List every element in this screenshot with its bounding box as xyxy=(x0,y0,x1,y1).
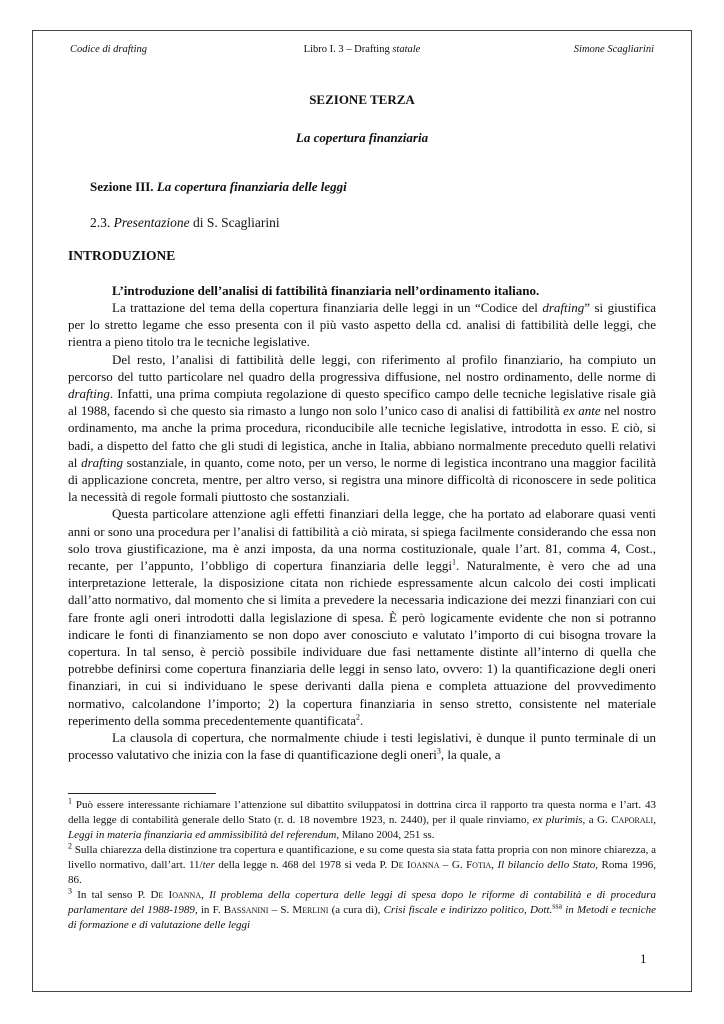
footnote-ref-3[interactable]: 3 xyxy=(436,746,441,756)
section-subtitle: La copertura finanziaria xyxy=(295,130,429,145)
lead-heading: L’introduzione dell’analisi di fattibilità finanziaria nell’ordinamento italiano. xyxy=(112,283,540,298)
paragraph-1: La trattazione del tema della copertura finanziaria delle leggi in un “Codice del drafting” si giustifica per lo stretto legame che esso presenta con il più vasto aspetto della cd. analisi di fattibilità delle leggi, che rientra a pieno titolo tra le tecniche legislative. xyxy=(68,300,656,350)
introduzione-heading: INTRODUZIONE xyxy=(68,248,176,263)
footnote-ref-2[interactable]: 2 xyxy=(356,712,361,722)
footnote-separator xyxy=(68,793,216,794)
presentazione-heading: 2.3. Presentazione di S. Scagliarini xyxy=(90,215,280,230)
header-right: Simone Scagliarini xyxy=(573,44,654,55)
footnote-ref-1[interactable]: 1 xyxy=(451,557,456,567)
page-content xyxy=(68,92,656,763)
footnote-3: $^3$ In tal senso P. De Ioanna, Il problema della copertura delle leggi di spesa dopo le riforme di contabilità e di procedura parlamentare del 1988-1989, in F. Bassanini – S. Merlini (a cura di), Crisi fiscale e indirizzo politico, Dott.$^{ssa}$ in Metodi e tecniche di formazione e di valutazione delle leggi xyxy=(68,886,657,931)
header-left: Codice di drafting xyxy=(70,44,147,55)
paragraph-4: La clausola di copertura, che normalmente chiude i testi legislativi, è dunque il punto terminale di un processo valutativo che inizia con la fase di quantificazione degli oneri$^3$, la quale, a xyxy=(68,730,656,763)
section-title: SEZIONE TERZA xyxy=(309,92,415,107)
header-center: Libro I. 3 – Drafting statale xyxy=(303,44,421,55)
footnote-1: $^1$ Può essere interessante richiamare l’attenzione sul dibattito sviluppatosi in dottrina circa il rapporto tra questa norma e l’art. 43 della legge di contabilità generale dello Stato (r. d. 18 novembre 1923, n. 2440), per il quale rinviamo, ex plurimis, a G. Caporali, Leggi in materia finanziaria ed ammissibilità del referendum, Milano 2004, 251 ss. xyxy=(68,796,656,841)
sezione-heading: Sezione III. La copertura finanziaria delle leggi xyxy=(90,179,347,194)
footnote-2: $^2$ Sulla chiarezza della distinzione tra copertura e quantificazione, e su come questa sia stata fatta propria con non minore chiarezza, a livello normativo, dall’art. 11/ter della legge n. 468 del 1978 si veda P. De Ioanna – G. Fotia, Il bilancio dello Stato, Roma 1996, 86. xyxy=(68,841,656,886)
body-text xyxy=(68,299,656,763)
footnotes xyxy=(68,798,656,933)
page-number: 1 xyxy=(640,951,647,966)
paragraph-2: Del resto, l’analisi di fattibilità delle leggi, con riferimento al profilo finanziario, ha compiuto un percorso del tutto particolare nel quadro della progressiva diffusione, nel nostro ordinamento, delle norme di drafting. Infatti, una prima compiuta regolazione di questo specifico campo delle tecniche legislative risale già al 1988, facendo sì che questo sia rimasto a lungo non solo l’unico caso di analisi di fattibilità ex ante nel nostro ordinamento, ma anche la prima procedura, riconducibile alle tecniche legislative, introdotta in esso. E ciò, si badi, a dispetto del fatto che gli studi di legistica, anche in Italia, abbiano normalmente preceduto quelli relativi al drafting sostanziale, in quanto, come noto, per un verso, le norme di legistica incontrano una maggior facilità di applicazione concreta, mentre, per altro verso, si registra una minore difficoltà di riconoscere in sede politica la necessità di regole formali piuttosto che sostanziali. xyxy=(68,351,657,505)
paragraph-3: Questa particolare attenzione agli effetti finanziari della legge, che ha portato ad elaborare quasi venti anni or sono una procedura per l’analisi di fattibilità a ciò mirata, si spiega facilmente considerando che essa non solo trova giustificazione, ma è anzi imposta, da una norma costituzionale, quale l’art. 81, comma 4, Cost., recante, per l’appunto, l’obbligo di copertura finanziaria delle leggi$^1$. Naturalmente, è vero che ad una interpretazione letterale, la disposizione citata non richiede espressamente alcun calcolo dei costi implicati dall’atto normativo, dal momento che si limita a prevedere la necessaria indicazione dei mezzi finanziari con cui fare fronte agli oneri introdotti dalla legislazione di spesa. È però logicamente evidente che non si potranno indicare le fonti di finanziamento se non dopo aver conosciuto e valutato l’importo di cui bisogna trovare la copertura. In tal senso, è perciò possibile individuare due fasi nettamente distinte all’interno di quella che potrebbe definirsi come copertura finanziaria delle leggi in senso lato, ovvero: 1) la quantificazione degli oneri finanziari, in cui si individuano le spese derivanti dalla piena e completa attuazione del provvedimento normativo, calcolandone l’importo; 2) la copertura finanziaria in senso stretto, consistente nel materiale reperimento della somma precedentemente quantificata$^2$. xyxy=(68,506,656,728)
